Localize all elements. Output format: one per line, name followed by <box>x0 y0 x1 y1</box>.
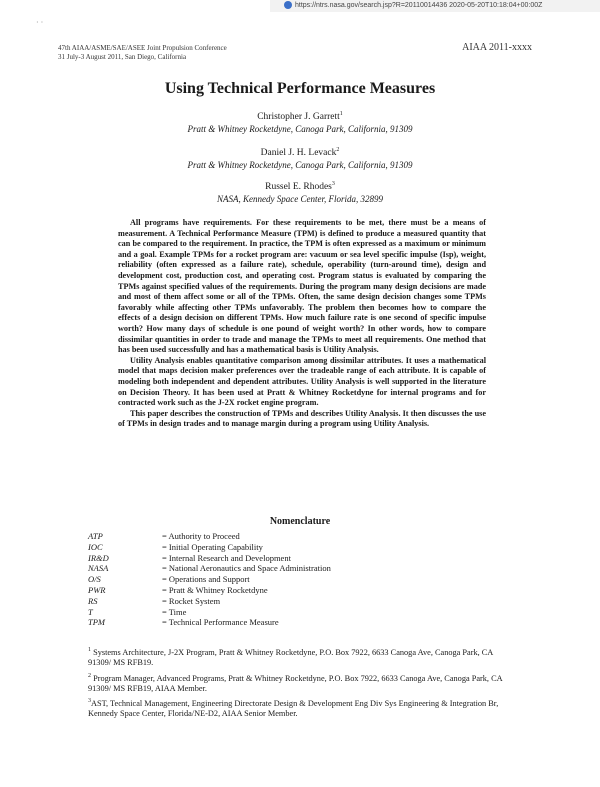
nomenclature-abbr: RS <box>88 595 98 606</box>
nomenclature-abbr: TPM <box>88 617 105 628</box>
nomenclature-abbr: PWR <box>88 584 106 595</box>
conference-line-1: 47th AIAA/ASME/SAE/ASEE Joint Propulsion Conference <box>58 44 227 52</box>
nomenclature-row <box>88 542 331 553</box>
globe-icon <box>284 1 292 9</box>
paper-number: AIAA 2011-xxxx <box>462 42 532 53</box>
nomenclature-definition: = Operations and Support <box>162 574 250 585</box>
nomenclature-row <box>88 553 331 564</box>
author-affiliation: Pratt & Whitney Rocketdyne, Canoga Park, California, 91309 <box>187 160 413 171</box>
nomenclature-row <box>88 531 331 542</box>
author-mark: 2 <box>336 147 340 153</box>
author-mark: 3 <box>331 181 335 187</box>
abstract-paragraph: All programs have requirements. For these requirements to be met, there must be a means of measurement. A Technical Performance Measure (TPM) is defined to produce a measured quantity that can be compared to the requirement. In practice, the TPM is often expressed as a maximum or minimum and a goal. Example TPMs for a rocket program are: vacuum or sea level specific impulse (Isp), weight, reliability (often expressed as a failure rate), schedule, operability (turn-around time), design and development cost, production cost, and operating cost. Program status is evaluated by comparing the TPMs against specified values of the requirements. During the program many design decisions are made and most of them affect some or all of the TPMs. Often, the same design decision changes some TPMs favorably while affecting other TPMs unfavorably. The problem then becomes how to compare the effects of a design decision on different TPMs. How much failure rate is one second of specific impulse worth? How many days of schedule is one pound of weight worth? In other words, how to compare dissimilar quantities in order to trade and manage the TPMs to meet all requirements. One method that has been used successfully and has a mathematical basis is Utility Analysis. <box>118 218 486 355</box>
author-block <box>0 178 600 205</box>
footnote <box>88 696 508 720</box>
footnote-text: Program Manager, Advanced Programs, Pratt & Whitney Rocketdyne, P.O. Box 7922, 6633 Canoga Ave, Canoga Park, CA 91309/ MS RFB19, AIAA Member. <box>88 673 503 693</box>
abstract-paragraph: This paper describes the construction of TPMs and describes Utility Analysis. It then discusses the use of TPMs in design trades and to manage margin during a program using Utility Analysis. <box>118 408 486 429</box>
nomenclature-list <box>88 531 331 628</box>
nomenclature-definition: = Technical Performance Measure <box>162 617 279 628</box>
author-affiliation: Pratt & Whitney Rocketdyne, Canoga Park, California, 91309 <box>187 124 413 135</box>
author-name: Christopher J. Garrett <box>257 112 340 123</box>
footnotes <box>88 645 508 722</box>
nomenclature-definition: = Authority to Proceed <box>162 531 240 541</box>
footnote-text: Systems Architecture, J-2X Program, Pratt & Whitney Rocketdyne, P.O. Box 7922, 6633 Canoga Ave, Canoga Park, CA 91309/ MS RFB19. <box>88 647 493 668</box>
footnote <box>88 645 508 669</box>
author-block <box>0 108 600 135</box>
paper-title: Using Technical Performance Measures <box>164 80 436 97</box>
nomenclature-abbr: ATP <box>88 531 103 541</box>
nomenclature-row <box>88 596 331 607</box>
author-affiliation: NASA, Kennedy Space Center, Florida, 32899 <box>217 194 383 205</box>
url-header-bar <box>270 0 600 12</box>
nomenclature-row <box>88 607 331 618</box>
abstract-paragraph: Utility Analysis enables quantitative comparison among dissimilar attributes. It uses a mathematical model that maps decision maker preferences over the tradeable range of each attribute. It is capable of modeling both independent and dependent attributes. Utility Analysis is well supported in the literature on Decision Theory. It has been used at Pratt & Whitney Rocketdyne for internal programs and for contracted work such as the J-2X rocket engine program. <box>118 355 486 408</box>
nomenclature-abbr: IOC <box>88 541 103 552</box>
url-text: https://ntrs.nasa.gov/search.jsp?R=20110014436 2020-05-20T10:18:04+00:00Z <box>295 2 543 9</box>
nomenclature-row <box>88 585 331 596</box>
nomenclature-definition: = Rocket System <box>162 595 221 606</box>
abstract <box>118 218 486 430</box>
footnote-mark: 2 <box>88 672 91 679</box>
footnote <box>88 671 508 695</box>
author-mark: 1 <box>339 111 343 117</box>
nomenclature-row <box>88 617 331 628</box>
footnote-text: AST, Technical Management, Engineering Directorate Design & Development Eng Div Sys Engineering & Integration Br, Kennedy Space Center, Florida/NE-D2, AIAA Senior Member. <box>88 698 499 719</box>
author-name: Daniel J. H. Levack <box>260 148 337 159</box>
nomenclature-abbr: O/S <box>88 574 101 585</box>
nomenclature-abbr: IR&D <box>88 552 109 563</box>
nomenclature-row <box>88 574 331 585</box>
nomenclature-row <box>88 563 331 574</box>
nomenclature-definition: = Internal Research and Development <box>162 552 291 563</box>
footnote-mark: 1 <box>88 647 91 653</box>
nomenclature-definition: = Time <box>162 606 187 617</box>
scan-specks: · · <box>36 18 44 27</box>
footnote-mark: 3 <box>88 698 91 705</box>
nomenclature-abbr: NASA <box>88 563 109 574</box>
nomenclature-abbr: T <box>88 606 93 617</box>
nomenclature-title: Nomenclature <box>269 516 331 527</box>
conference-header <box>58 44 227 62</box>
conference-line-2: 31 July-3 August 2011, San Diego, California <box>58 53 187 61</box>
nomenclature-definition: = Initial Operating Capability <box>162 541 263 552</box>
nomenclature-definition: = National Aeronautics and Space Administration <box>162 563 331 574</box>
author-name: Russel E. Rhodes <box>265 182 332 193</box>
author-block <box>0 144 600 171</box>
nomenclature-definition: = Pratt & Whitney Rocketdyne <box>162 584 268 595</box>
